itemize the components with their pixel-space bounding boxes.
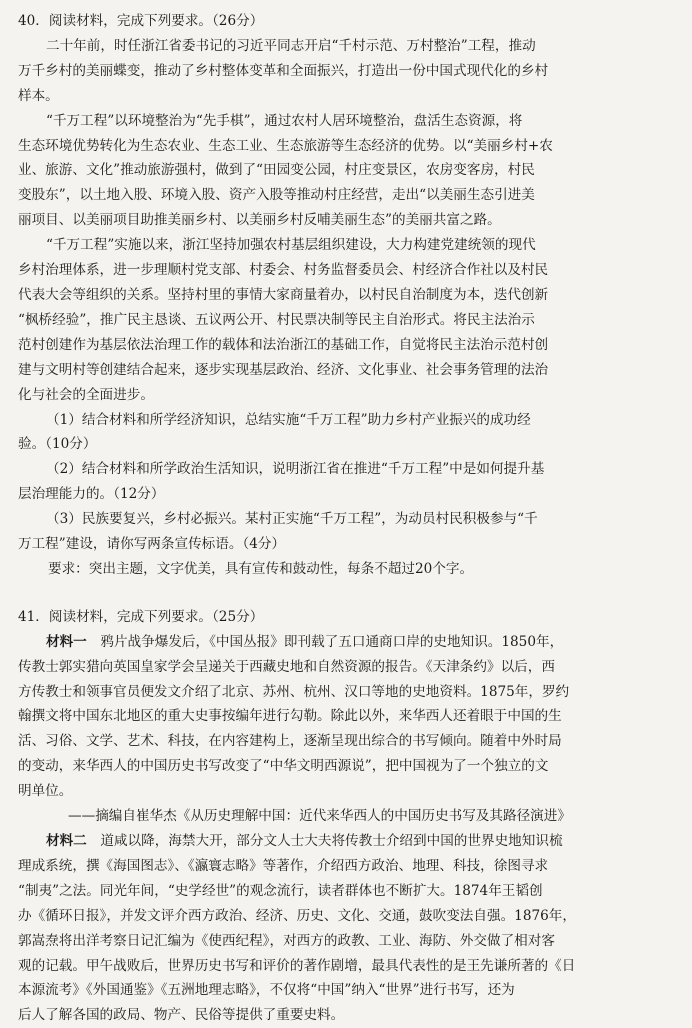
text-line bbox=[18, 630, 674, 655]
section-divider bbox=[18, 582, 674, 605]
text-span: 道咸以降，海禁大开，部分文人士大夫将传教士介绍到中国的世界史地知识梳 bbox=[100, 833, 563, 849]
text-line: 化与社会的全面进步。 bbox=[18, 386, 154, 403]
text-line: “枫桥经验”，推广民主恳谈、五议两公开、村民票决制等民主自治形式。将民主法治示 bbox=[18, 311, 535, 328]
q40-paragraph-2 bbox=[18, 109, 674, 234]
material-1-source: ——摘编自崔华杰《从历史理解中国：近代来华西人的中国历史书写及其路径演进》 bbox=[68, 808, 571, 825]
q40-subquestion-3 bbox=[18, 507, 674, 557]
material-1-label: 材料一 bbox=[46, 633, 87, 650]
text-line: 的变动，来华西人的中国历史书写改变了“中华文明西源说”，把中国视为了一个独立的文 bbox=[18, 758, 549, 775]
q40-subquestion-2 bbox=[18, 457, 674, 507]
text-line: 活、习俗、文学、艺术、科技，在内容建构上，逐渐呈现出综合的书写倾向。随着中外时局 bbox=[18, 733, 562, 750]
text-line: （1）结合材料和所学经济知识，总结实施“千万工程”助力乡村产业振兴的成功经 bbox=[46, 411, 531, 428]
text-line: 代表大会等组织的关系。坚持村里的事情大家商量着办，以村民自治制度为本，迭代创新 bbox=[18, 286, 549, 303]
text-line: 验。（10分） bbox=[18, 436, 97, 453]
text-line: 翰撰文将中国东北地区的重大史事按编年进行勾勒。除此以外，来华西人还着眼于中国的生 bbox=[18, 708, 562, 725]
text-line: 本源流考》《外国通鉴》《五洲地理志略》，不仅将“中国”纳入“世界”进行书写，还为 bbox=[18, 982, 515, 999]
text-line: （2）结合材料和所学政治生活知识，说明浙江省在推进“千万工程”中是如何提升基 bbox=[46, 461, 545, 478]
text-line: 二十年前，时任浙江省委书记的习近平同志开启“千村示范、万村整治”工程，推动 bbox=[46, 37, 536, 54]
text-span: 鸦片战争爆发后，《中国丛报》即刊载了五口通商口岸的史地知识。1850年， bbox=[100, 633, 564, 650]
q40-paragraph-1 bbox=[18, 34, 674, 109]
text-line: 丽项目、以美丽项目助推美丽乡村、以美丽乡村反哺美丽生态”的美丽共富之路。 bbox=[18, 212, 501, 229]
material-2-label: 材料二 bbox=[46, 833, 87, 849]
q40-paragraph-3 bbox=[18, 233, 674, 407]
text-line: 观的记载。甲午战败后，世界历史书写和评价的著作剧增，最具代表性的是王先谦所著的《日 bbox=[18, 957, 576, 974]
text-line: 后人了解各国的政局、物产、民俗等提供了重要史料。 bbox=[18, 1007, 345, 1024]
text-line: 生态环境优势转化为生态农业、生态工业、生态旅游等生态经济的优势。以“美丽乡村+农 bbox=[18, 137, 553, 154]
text-line: （3）民族要复兴，乡村必振兴。某村正实施“千万工程”，为动员村民积极参与“千 bbox=[46, 511, 538, 528]
text-line: 万工程”建设，请你写两条宣传标语。（4分） bbox=[18, 536, 286, 553]
q40-requirement: 要求：突出主题，文字优美，具有宣传和鼓动性，每条不超过20个字。 bbox=[48, 560, 474, 577]
text-line: “千万工程”以环境整治为“先手棋”，通过农村人居环境整治，盘活生态资源，将 bbox=[46, 112, 523, 129]
text-line bbox=[18, 829, 674, 854]
text-line: 明单位。 bbox=[18, 783, 73, 800]
text-line: 变股东”，以土地入股、环境入股、资产入股等推动村庄经营，走出“以美丽生态引进美 bbox=[18, 187, 535, 204]
text-line: 层治理能力的。（12分） bbox=[18, 486, 165, 503]
text-line: 乡村治理体系，进一步理顺村党支部、村委会、村务监督委员会、村经济合作社以及村民 bbox=[18, 262, 549, 279]
text-line: 方传教士和领事官员便发文介绍了北京、苏州、杭州、汉口等地的史地资料。1875年，罗约 bbox=[18, 683, 570, 700]
question-41-header: 41．阅读材料，完成下列要求。（25分） bbox=[18, 608, 264, 625]
text-line: 业、旅游、文化”推动旅游强村，做到了“田园变公园，村庄变景区，农房变客房，村民 bbox=[18, 162, 535, 179]
q41-material-1 bbox=[18, 630, 674, 829]
text-line: 办《循环日报》，并发文评介西方政治、经济、历史、文化、交通，鼓吹变法自强。1876年， bbox=[18, 907, 576, 924]
q41-material-2 bbox=[18, 829, 674, 1028]
text-line: 传教士郭实猎向英国皇家学会呈递关于西藏史地和自然资源的报告。《天津条约》以后，西 bbox=[18, 658, 555, 675]
text-line: 理成系统，撰《海国图志》、《瀛寰志略》等著作，介绍西方政治、地理、科技，徐图寻求 bbox=[18, 857, 549, 874]
text-line: 建与文明村等创建结合起来，逐步实现基层政治、经济、文化事业、社会事务管理的法治 bbox=[18, 361, 549, 378]
q40-subquestion-1 bbox=[18, 408, 674, 458]
text-line: 万千乡村的美丽蝶变，推动了乡村整体变革和全面振兴，打造出一份中国式现代化的乡村 bbox=[18, 62, 549, 79]
text-line: “千万工程”实施以来，浙江坚持加强农村基层组织建设，大力构建党建统领的现代 bbox=[46, 237, 536, 254]
question-40-header: 40．阅读材料，完成下列要求。（26分） bbox=[18, 13, 264, 29]
text-line: “制夷”之法。同光年间，“史学经世”的观念流行，读者群体也不断扩大。1874年王韬创 bbox=[18, 882, 543, 899]
text-line: 样本。 bbox=[18, 87, 59, 104]
text-line: 郭嵩焘将出洋考察日记汇编为《使西纪程》，对西方的政教、工业、海防、外交做了相对客 bbox=[18, 932, 555, 949]
text-line: 范村创建作为基层依法治理工作的载体和法治浙江的基础工作，自觉将民主法治示范村创 bbox=[18, 336, 549, 353]
